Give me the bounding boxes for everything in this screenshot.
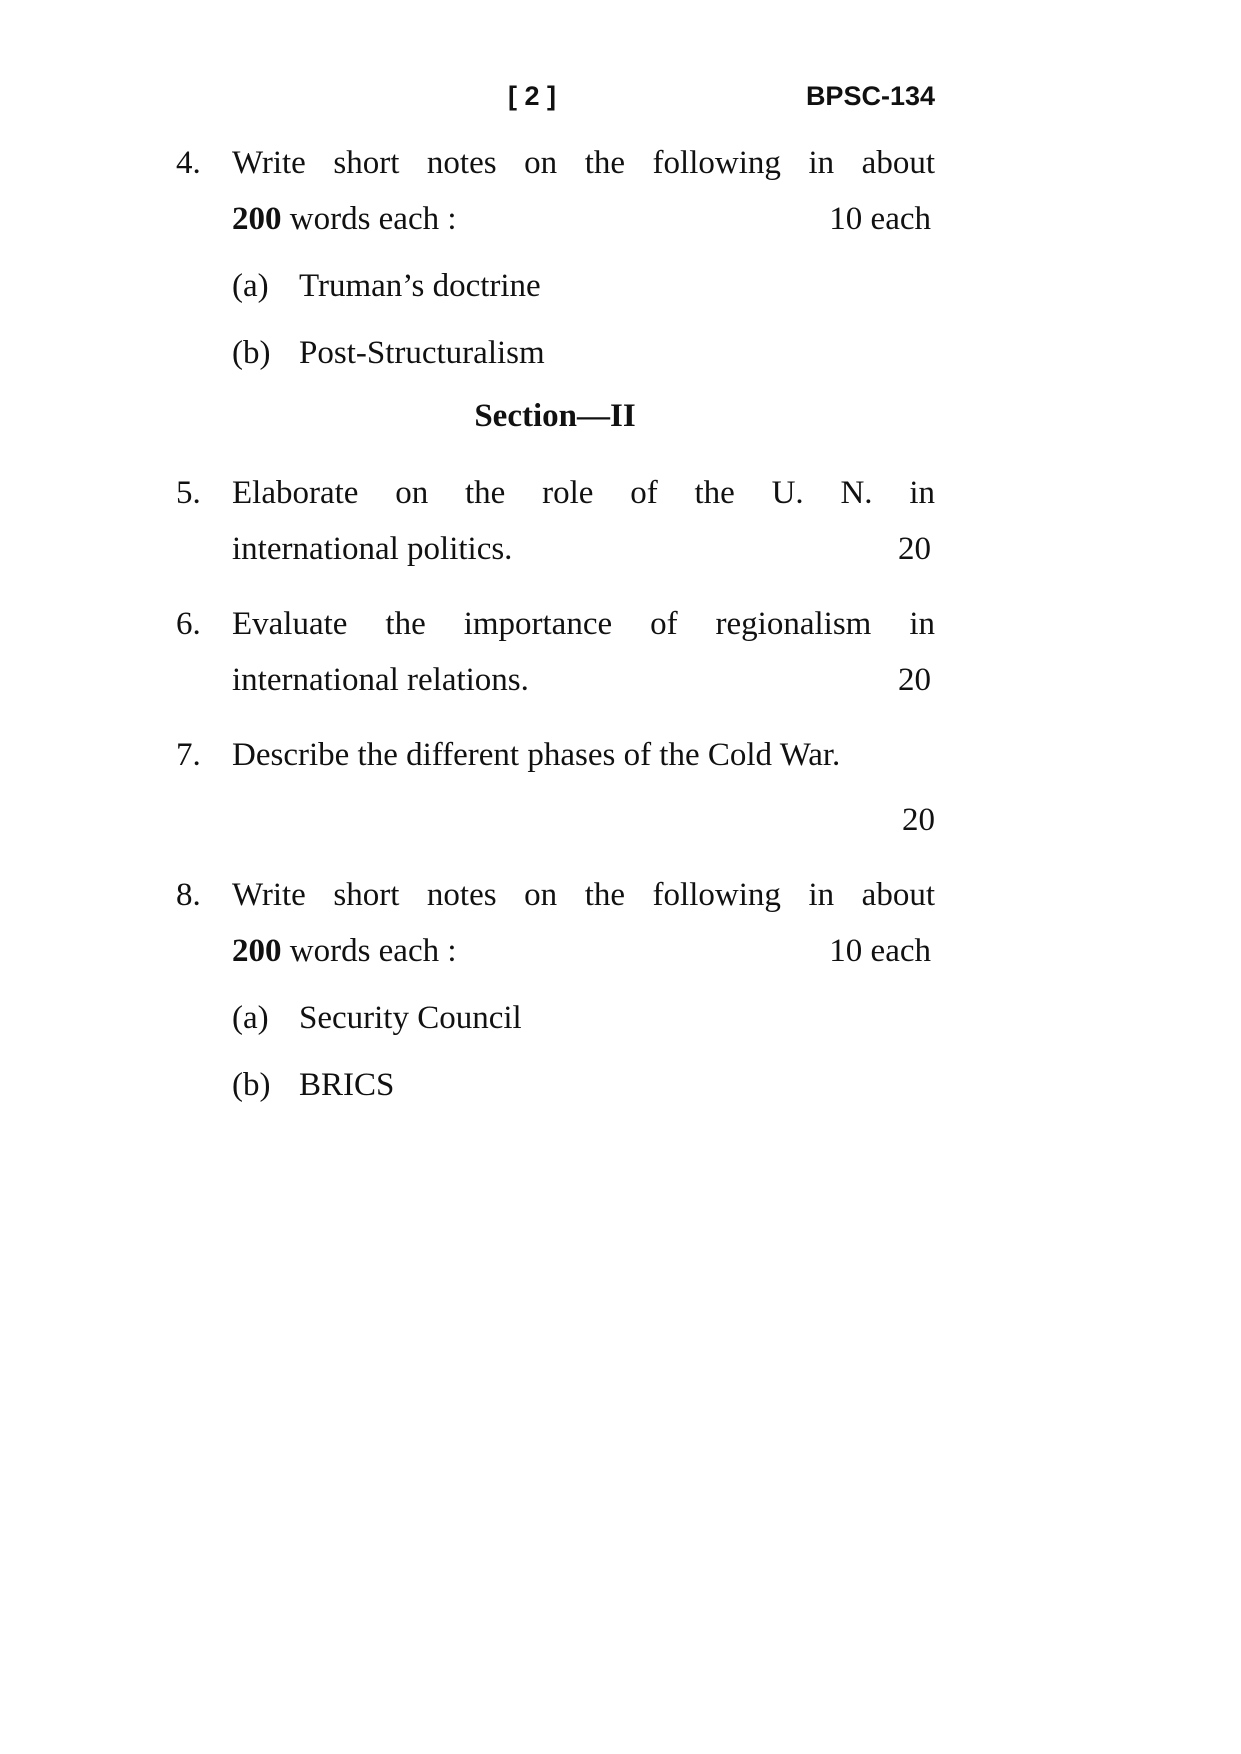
question-text-continued (232, 931, 457, 971)
question-5-line-1 (176, 473, 935, 513)
sub-item-label: (b) (232, 335, 271, 371)
word-limit-rest: words each : (281, 201, 457, 237)
question-number: 5. (176, 475, 201, 511)
question-4-line-2 (176, 199, 935, 239)
word-limit: 200 (232, 933, 282, 969)
question-marks: 10 each (829, 933, 931, 969)
question-marks: 20 (898, 662, 931, 698)
question-text: Evaluate the importance of regionalism in (232, 606, 935, 642)
question-number: 8. (176, 877, 201, 913)
question-7-marks-line (176, 800, 935, 840)
question-text-continued (232, 199, 457, 239)
question-6-line-2 (176, 660, 935, 700)
question-text: Elaborate on the role of the U. N. in (232, 475, 935, 511)
question-number: 6. (176, 606, 201, 642)
word-limit: 200 (232, 201, 282, 237)
question-text: Write short notes on the following in about (232, 145, 935, 181)
question-6-line-1 (176, 604, 935, 644)
section-heading: Section—II (474, 398, 636, 434)
sub-item (176, 998, 935, 1038)
sub-item-text: Post-Structuralism (299, 335, 545, 371)
page-number: [ 2 ] (508, 81, 557, 111)
sub-item-text: BRICS (299, 1067, 395, 1103)
question-text-continued: international relations. (232, 662, 529, 698)
sub-item (176, 1065, 935, 1105)
question-text: Write short notes on the following in about (232, 877, 935, 913)
sub-item (176, 266, 935, 306)
question-text-continued: international politics. (232, 531, 513, 567)
sub-item-label: (a) (232, 268, 269, 304)
word-limit-rest: words each : (281, 933, 457, 969)
question-5-line-2 (176, 529, 935, 569)
question-marks: 20 (902, 802, 935, 838)
question-8-line-2 (176, 931, 935, 971)
paper-code: BPSC-134 (805, 81, 935, 111)
sub-item-text: Truman’s doctrine (299, 268, 541, 304)
question-text: Describe the different phases of the Cold War. (232, 737, 841, 773)
sub-item-label: (b) (232, 1067, 271, 1103)
question-8-line-1 (176, 875, 935, 915)
sub-item-label: (a) (232, 1000, 269, 1036)
question-4-line-1 (176, 143, 935, 183)
sub-item-text: Security Council (299, 1000, 522, 1036)
question-number: 4. (176, 145, 201, 181)
sub-item (176, 333, 935, 373)
question-marks: 10 each (829, 201, 931, 237)
question-7-line-1 (176, 735, 935, 775)
question-number: 7. (176, 737, 201, 773)
question-marks: 20 (898, 531, 931, 567)
